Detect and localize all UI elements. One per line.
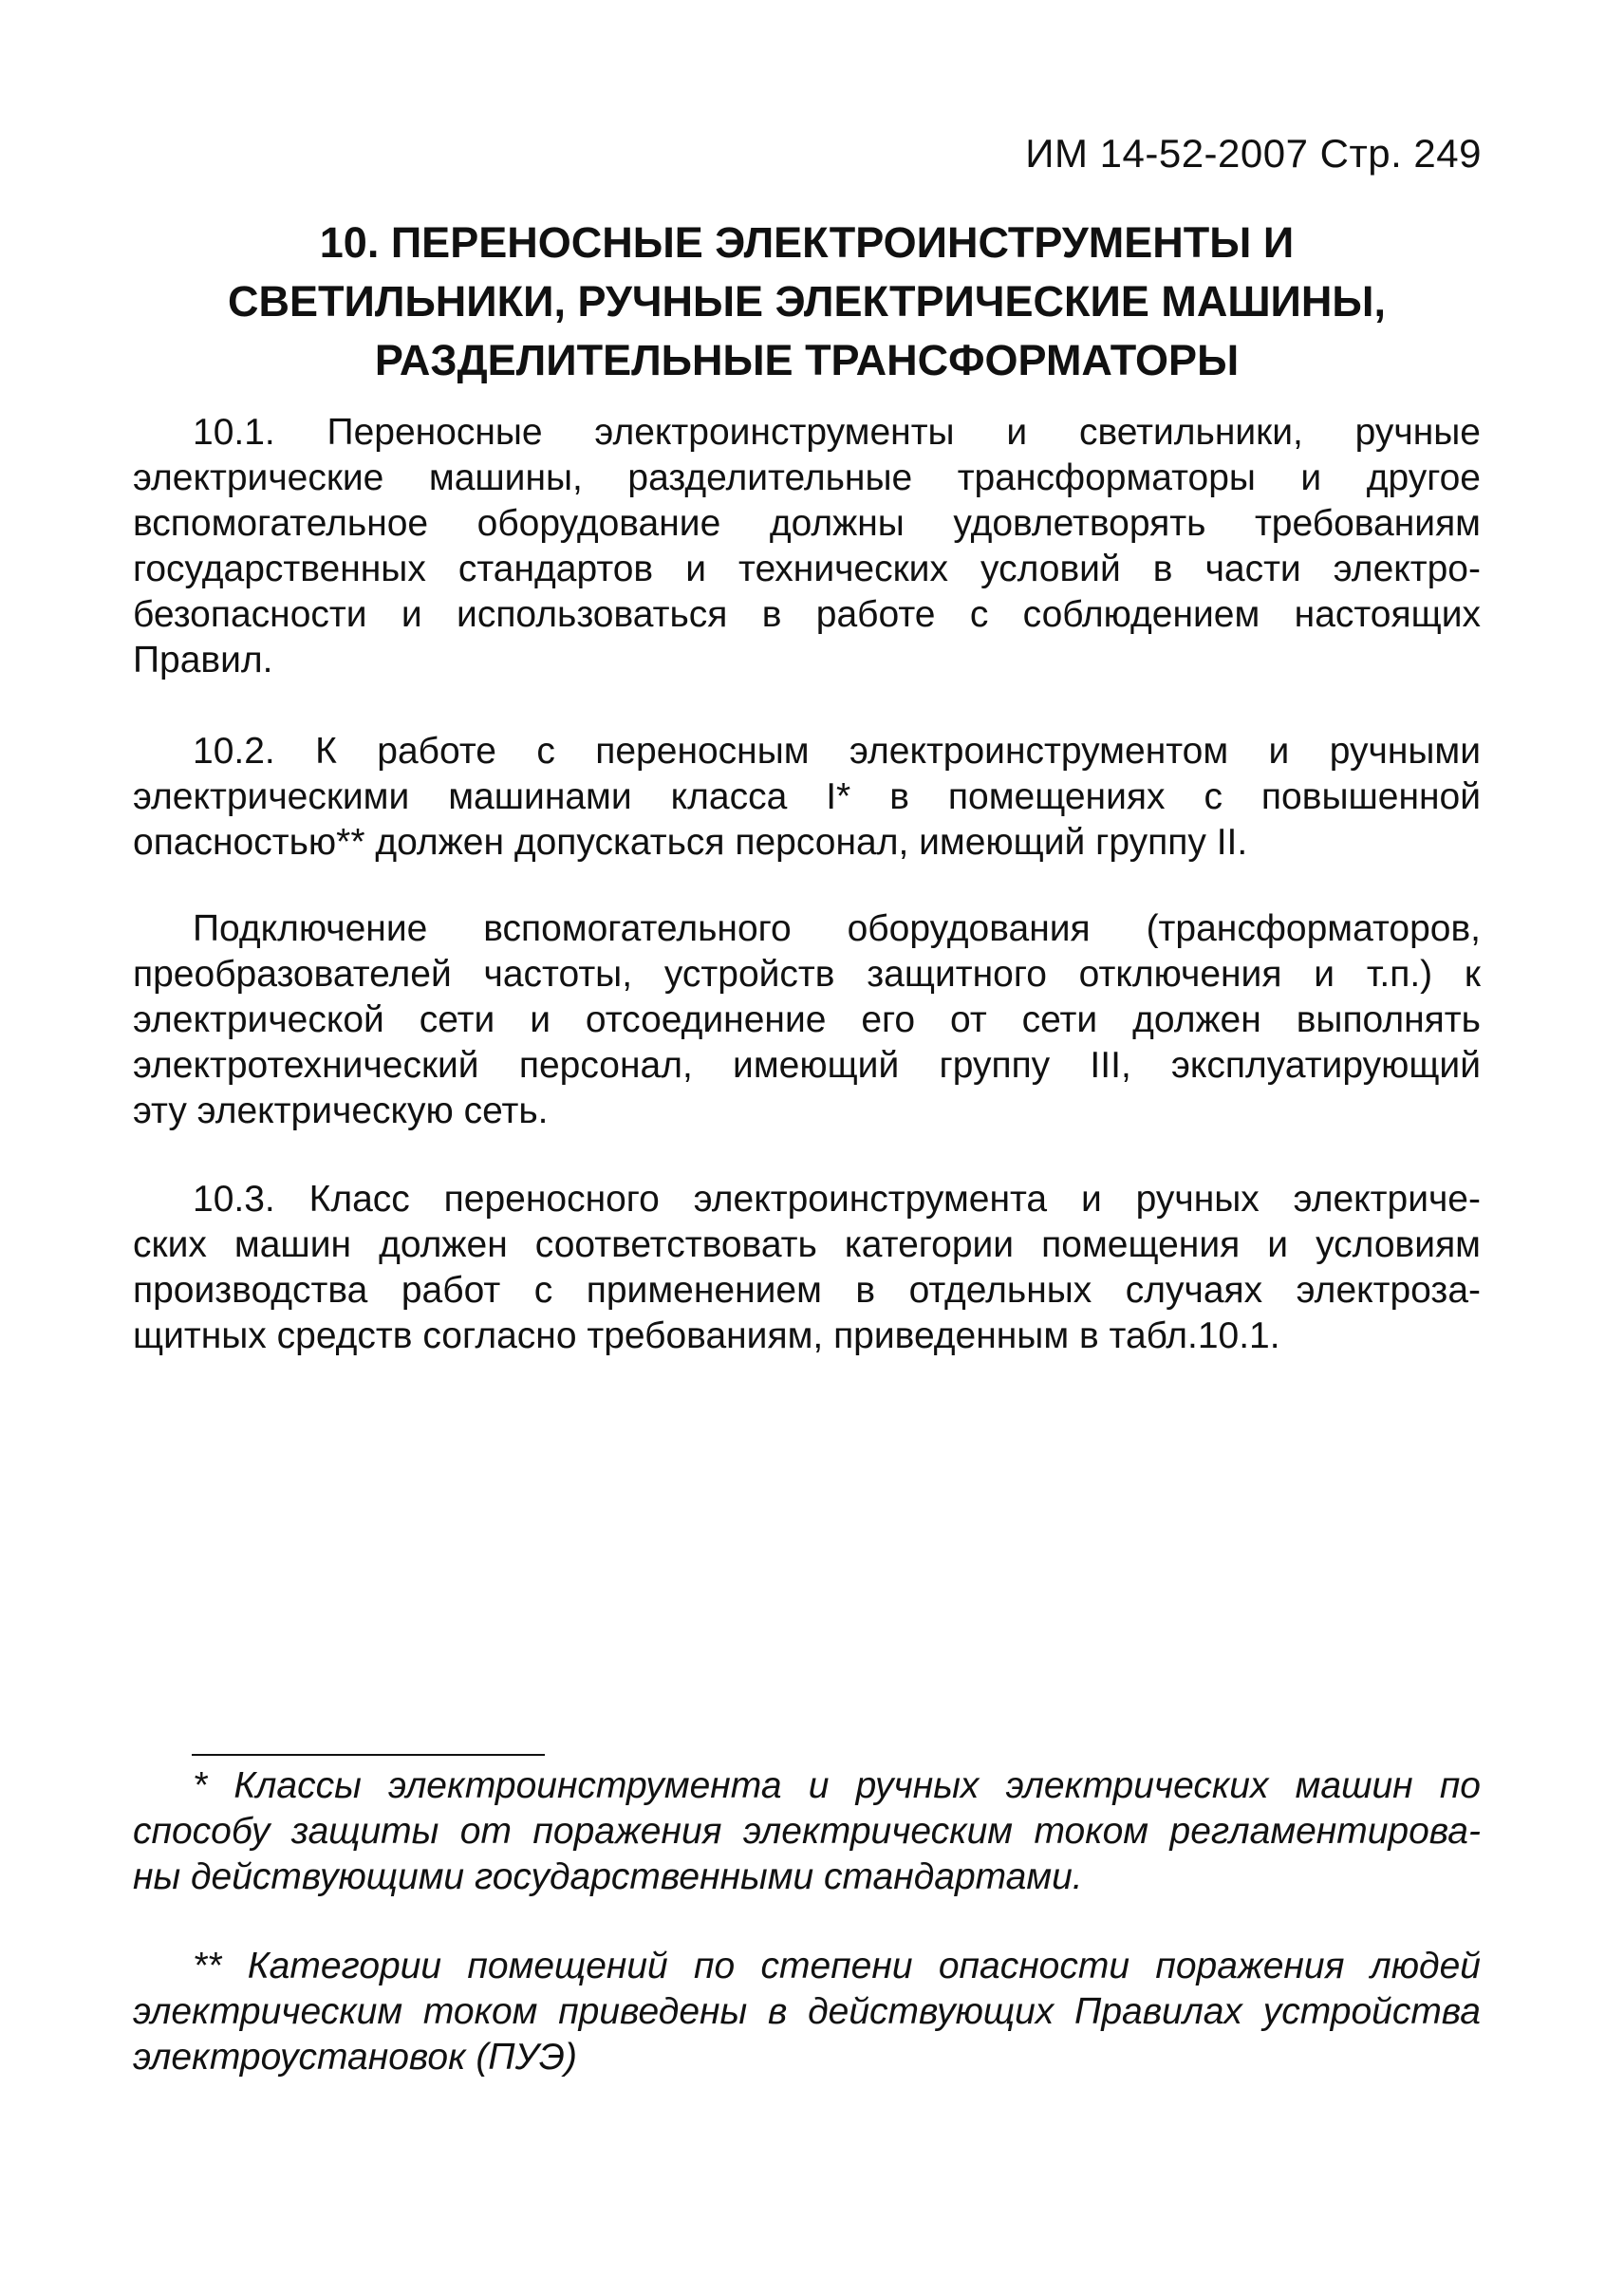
section-title-line: РАЗДЕЛИТЕЛЬНЫЕ ТРАНСФОРМАТОРЫ bbox=[374, 336, 1240, 384]
paragraph-line: электрической сети и отсоединение его от сети должен выполнять bbox=[133, 999, 1481, 1040]
footnote-2 bbox=[133, 1944, 1481, 2080]
footnote-line: ** Категории помещений по степени опасности поражения людей bbox=[193, 1946, 1481, 1986]
paragraph-10-3 bbox=[133, 1177, 1481, 1359]
paragraph-10-2 bbox=[133, 729, 1481, 866]
section-title-line: 10. ПЕРЕНОСНЫЕ ЭЛЕКТРОИНСТРУМЕНТЫ И bbox=[319, 218, 1295, 267]
paragraph-line: электрические машины, разделительные трансформаторы и другое bbox=[133, 457, 1481, 498]
footnote-line: электроустановок (ПУЭ) bbox=[133, 2037, 577, 2078]
paragraph-line: 10.1. Переносные электроинструменты и светильники, ручные bbox=[193, 412, 1481, 453]
paragraph-line: Правил. bbox=[133, 640, 273, 680]
footnote-line: электрическим током приведены в действующих Правилах устройства bbox=[133, 1991, 1481, 2032]
paragraph-line: ских машин должен соответствовать категории помещения и условиям bbox=[133, 1224, 1481, 1265]
section-title-line: СВЕТИЛЬНИКИ, РУЧНЫЕ ЭЛЕКТРИЧЕСКИЕ МАШИНЫ, bbox=[228, 277, 1386, 326]
footnote-separator bbox=[192, 1754, 545, 1756]
running-head: ИМ 14-52-2007 Стр. 249 bbox=[1025, 131, 1482, 176]
paragraph-line: электрическими машинами класса I* в помещениях с повышенной bbox=[133, 776, 1481, 817]
paragraph-line: преобразователей частоты, устройств защитного отключения и т.п.) к bbox=[133, 954, 1481, 995]
footnote-line: * Классы электроинструмента и ручных электрических машин по bbox=[193, 1765, 1481, 1806]
paragraph-line: 10.2. К работе с переносным электроинструментом и ручными bbox=[193, 731, 1481, 772]
paragraph-line: государственных стандартов и технических условий в части электро- bbox=[133, 549, 1481, 589]
paragraph-line: производства работ с применением в отдельных случаях электроза- bbox=[133, 1270, 1481, 1311]
paragraph-line: Подключение вспомогательного оборудования (трансформаторов, bbox=[193, 908, 1481, 949]
section-title bbox=[133, 214, 1481, 390]
paragraph-connection bbox=[133, 906, 1481, 1134]
paragraph-line: вспомогательное оборудование должны удовлетворять требованиям bbox=[133, 503, 1481, 544]
paragraph-line: эту электрическую сеть. bbox=[133, 1091, 549, 1131]
footnote-line: способу защиты от поражения электрическим током регламентирова- bbox=[133, 1811, 1481, 1852]
paragraph-line: опасностью** должен допускаться персонал, имеющий группу II. bbox=[133, 822, 1248, 863]
paragraph-line: безопасности и использоваться в работе с соблюдением настоящих bbox=[133, 594, 1481, 635]
footnote-line: ны действующими государственными стандартами. bbox=[133, 1856, 1083, 1897]
paragraph-10-1 bbox=[133, 410, 1481, 683]
paragraph-line: 10.3. Класс переносного электроинструмента и ручных электриче- bbox=[193, 1179, 1481, 1220]
footnote-1 bbox=[133, 1763, 1481, 1900]
paragraph-line: щитных средств согласно требованиям, приведенным в табл.10.1. bbox=[133, 1315, 1280, 1356]
paragraph-line: электротехнический персонал, имеющий группу III, эксплуатирующий bbox=[133, 1045, 1481, 1086]
